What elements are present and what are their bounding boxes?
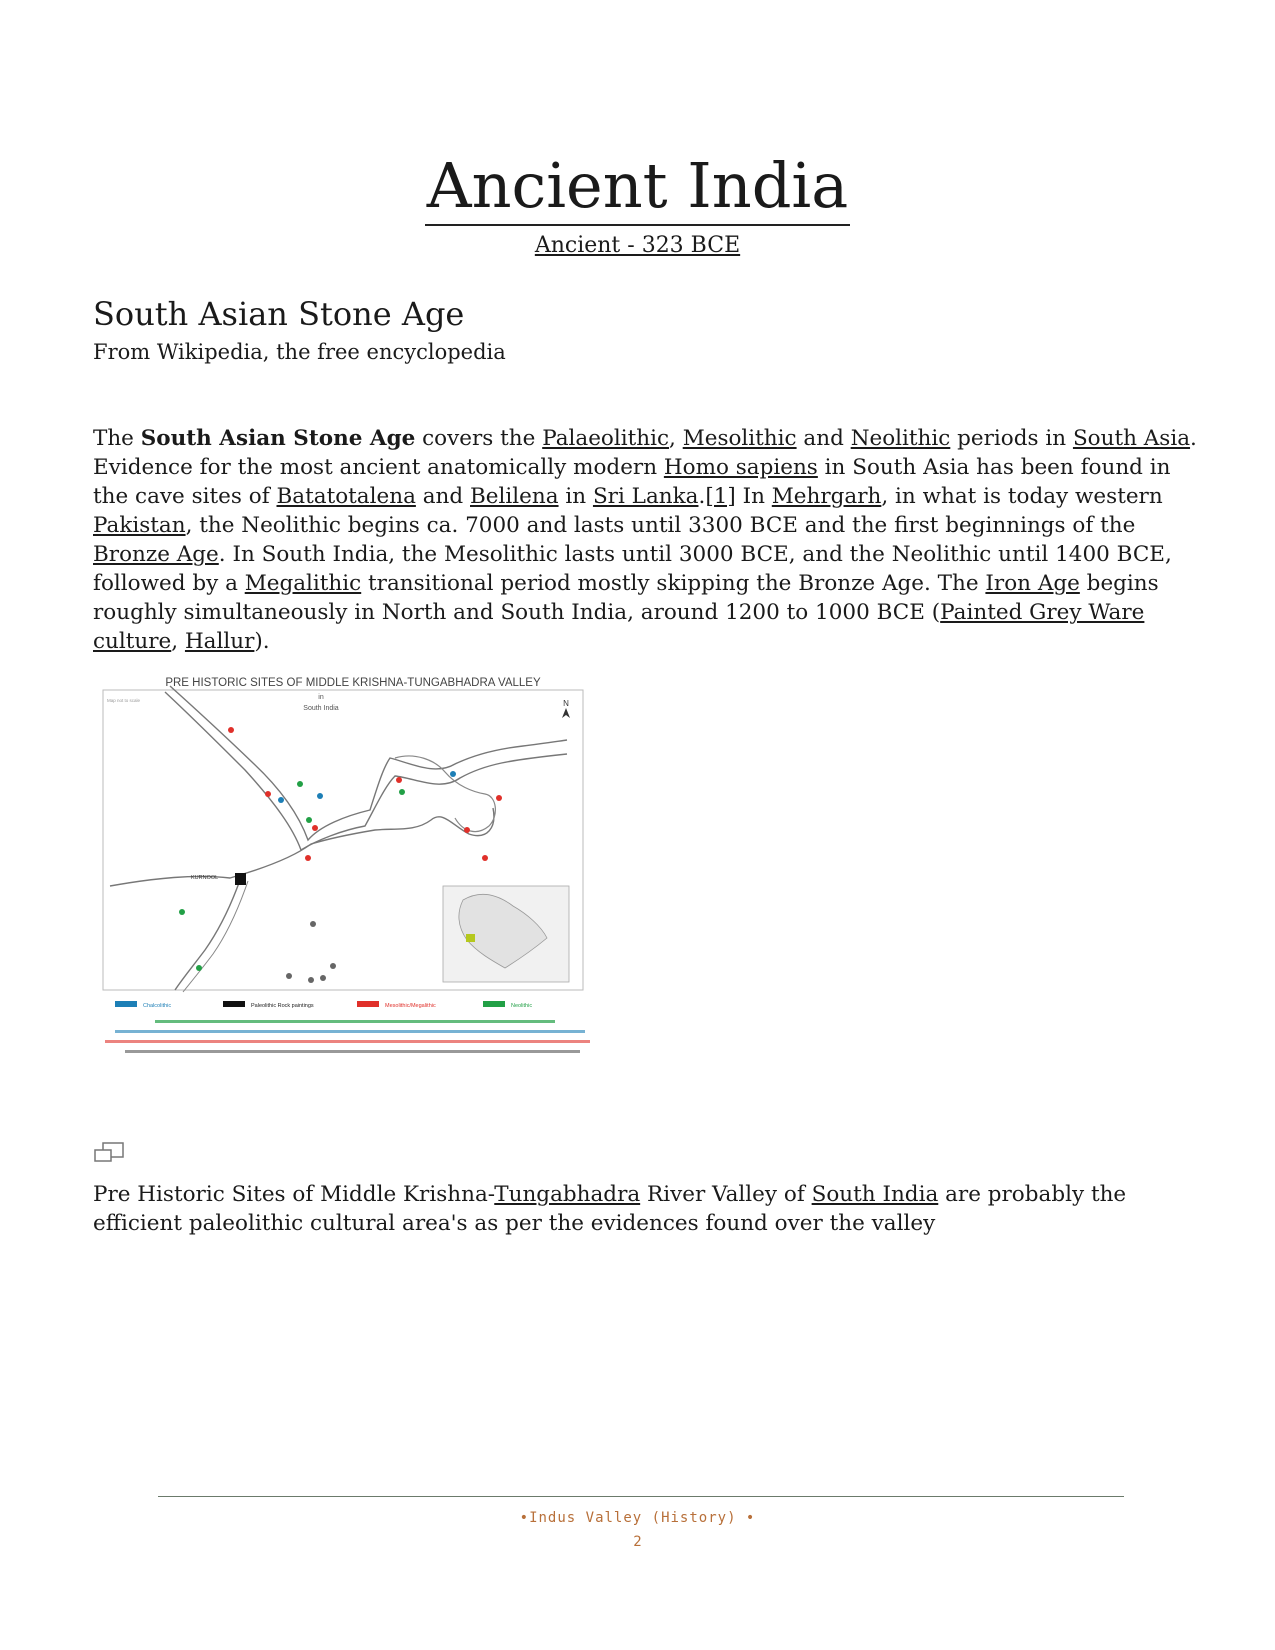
site-marker bbox=[305, 855, 311, 861]
site-marker bbox=[464, 827, 470, 833]
link-south-asia[interactable]: South Asia bbox=[1072, 426, 1191, 451]
river-main-channel bbox=[110, 808, 494, 886]
site-marker bbox=[320, 975, 326, 981]
page-number: 2 bbox=[633, 1534, 642, 1550]
site-marker bbox=[286, 973, 292, 979]
legend-swatch-rock bbox=[223, 1001, 245, 1007]
inset-region-marker bbox=[466, 934, 475, 942]
valley-map-image[interactable] bbox=[95, 668, 610, 1098]
link-reference-1[interactable]: [1] bbox=[705, 484, 736, 509]
link-batatotalena[interactable]: Batatotalena bbox=[276, 484, 416, 509]
link-iron-age[interactable]: Iron Age bbox=[985, 571, 1080, 596]
site-marker bbox=[496, 795, 502, 801]
link-mehrgarh[interactable]: Mehrgarh bbox=[771, 484, 882, 509]
bold-term: South Asian Stone Age bbox=[140, 426, 416, 451]
legend-swatch-megalithic bbox=[357, 1001, 379, 1007]
north-arrow-icon bbox=[562, 708, 570, 718]
kurnool-label: KURNOOL bbox=[191, 875, 219, 881]
north-label: N bbox=[563, 699, 569, 708]
link-painted-grey-ware[interactable]: Painted Grey Ware culture bbox=[93, 600, 1145, 654]
site-marker bbox=[306, 817, 312, 823]
link-homo-sapiens[interactable]: Homo sapiens bbox=[663, 455, 818, 480]
footer-title: •Indus Valley (History) • bbox=[519, 1510, 756, 1526]
site-marker bbox=[196, 965, 202, 971]
map-caption: Pre Historic Sites of Middle Krishna-Tungabhadra River Valley of South India are probably the efficient paleolithic cultural area's as per the evidences found over the valley bbox=[93, 1182, 1127, 1236]
site-marker bbox=[297, 781, 303, 787]
section-heading: South Asian Stone Age bbox=[93, 295, 465, 333]
site-marker bbox=[482, 855, 488, 861]
enlarge-icon[interactable] bbox=[93, 1142, 125, 1164]
river-south-branch bbox=[175, 880, 240, 990]
site-marker bbox=[312, 825, 318, 831]
map-scale-note: Map not to scale bbox=[107, 698, 141, 703]
site-marker bbox=[278, 797, 284, 803]
map-in: in bbox=[318, 694, 324, 701]
source-line: From Wikipedia, the free encyclopedia bbox=[93, 340, 506, 364]
site-marker bbox=[317, 793, 323, 799]
title-block bbox=[0, 150, 1275, 260]
site-marker bbox=[396, 777, 402, 783]
site-marker bbox=[265, 791, 271, 797]
link-palaeolithic[interactable]: Palaeolithic bbox=[542, 426, 670, 451]
river-bank-south bbox=[165, 692, 567, 850]
link-south-india[interactable]: South India bbox=[811, 1182, 939, 1207]
legend-label-megalithic: Mesolithic/Megalithic bbox=[385, 1003, 436, 1009]
site-list-line bbox=[125, 1050, 580, 1053]
legend-swatch-chalcolithic bbox=[115, 1001, 137, 1007]
link-pakistan[interactable]: Pakistan bbox=[93, 513, 186, 538]
river-south-branch-bank bbox=[183, 881, 248, 992]
legend-label-chalcolithic: Chalcolithic bbox=[143, 1003, 172, 1009]
site-list-line bbox=[105, 1040, 590, 1043]
site-marker bbox=[399, 789, 405, 795]
legend-label-neolithic: Neolithic bbox=[511, 1003, 533, 1009]
site-list-line bbox=[115, 1030, 585, 1033]
site-marker bbox=[450, 771, 456, 777]
page-subtitle bbox=[0, 232, 1275, 260]
link-mesolithic[interactable]: Mesolithic bbox=[682, 426, 797, 451]
link-neolithic[interactable]: Neolithic bbox=[850, 426, 951, 451]
link-belilena[interactable]: Belilena bbox=[470, 484, 559, 509]
site-marker bbox=[308, 977, 314, 983]
legend-label-rock: Paleolithic Rock paintings bbox=[251, 1003, 314, 1009]
link-hallur[interactable]: Hallur bbox=[184, 629, 255, 654]
map-region: South India bbox=[303, 705, 339, 712]
site-marker bbox=[179, 909, 185, 915]
subtitle-text: Ancient - 323 BCE bbox=[534, 233, 741, 258]
kurnool-marker bbox=[235, 873, 246, 885]
link-bronze-age[interactable]: Bronze Age bbox=[93, 542, 219, 567]
link-megalithic[interactable]: Megalithic bbox=[244, 571, 362, 596]
link-sri-lanka[interactable]: Sri Lanka bbox=[592, 484, 699, 509]
map-title: PRE HISTORIC SITES OF MIDDLE KRISHNA-TUNGABHADRA VALLEY bbox=[165, 677, 541, 689]
site-marker bbox=[310, 921, 316, 927]
site-marker bbox=[228, 727, 234, 733]
river-bank-north bbox=[170, 686, 567, 840]
legend-swatch-neolithic bbox=[483, 1001, 505, 1007]
site-marker bbox=[330, 963, 336, 969]
link-tungabhadra[interactable]: Tungabhadra bbox=[494, 1182, 641, 1207]
footer-rule bbox=[158, 1496, 1124, 1497]
page-title: Ancient India bbox=[425, 150, 850, 226]
site-list-line bbox=[155, 1020, 555, 1023]
article-paragraph: The South Asian Stone Age covers the Palaeolithic, Mesolithic and Neolithic periods in South Asia. Evidence for the most ancient anatomically modern Homo sapiens in South Asia has been found in the cave sites of Batatotalena and Belilena in Sri Lanka.[1] In Mehrgarh, in what is today western Pakistan, the Neolithic begins ca. 7000 and lasts until 3300 BCE and the first beginnings of the Bronze Age. In South India, the Mesolithic lasts until 3000 BCE, and the Neolithic until 1400 BCE, followed by a Megalithic transitional period mostly skipping the Bronze Age. The Iron Age begins roughly simultaneously in North and South India, around 1200 to 1000 BCE (Painted Grey Ware culture, Hallur). bbox=[93, 426, 1197, 654]
